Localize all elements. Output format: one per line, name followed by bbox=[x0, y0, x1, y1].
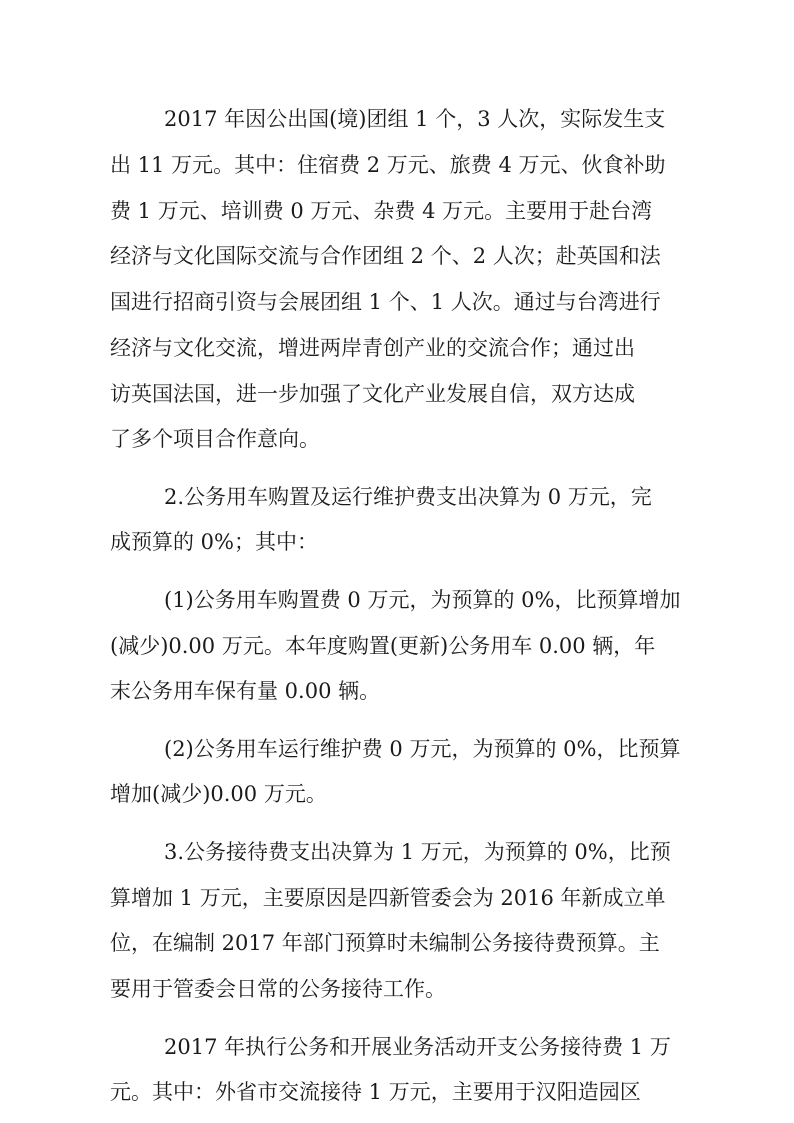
paragraph-5-line-3: 位，在编制 2017 年部门预算时未编制公务接待费预算。主 bbox=[110, 931, 660, 955]
paragraph-6-line-2: 元。其中：外省市交流接待 1 万元，主要用于汉阳造园区 bbox=[110, 1080, 641, 1104]
paragraph-1-line-8: 了多个项目合作意向。 bbox=[110, 427, 320, 451]
paragraph-1-line-7: 访英国法国，进一步加强了文化产业发展自信，双方达成 bbox=[110, 382, 635, 406]
paragraph-1-line-4: 经济与文化国际交流与合作团组 2 个、2 人次；赴英国和法 bbox=[110, 244, 661, 268]
paragraph-5-line-2: 算增加 1 万元，主要原因是四新管委会为 2016 年新成立单 bbox=[110, 886, 666, 910]
paragraph-1-line-3: 费 1 万元、培训费 0 万元、杂费 4 万元。主要用于赴台湾 bbox=[110, 199, 653, 223]
paragraph-5-line-4: 要用于管委会日常的公务接待工作。 bbox=[110, 977, 446, 1001]
paragraph-6-line-1: 2017 年执行公务和开展业务活动开支公务接待费 1 万 bbox=[164, 1035, 671, 1059]
paragraph-4-line-1: (2)公务用车运行维护费 0 万元，为预算的 0%，比预算 bbox=[164, 737, 681, 761]
paragraph-4-line-2: 增加(减少)0.00 万元。 bbox=[110, 782, 327, 806]
paragraph-5-line-1: 3.公务接待费支出决算为 1 万元，为预算的 0%，比预 bbox=[164, 840, 671, 864]
paragraph-2-line-2: 成预算的 0%；其中： bbox=[110, 530, 318, 554]
paragraph-1-line-6: 经济与文化交流，增进两岸青创产业的交流合作；通过出 bbox=[110, 336, 635, 360]
paragraph-1-line-5: 国进行招商引资与会展团组 1 个、1 人次。通过与台湾进行 bbox=[110, 290, 661, 314]
paragraph-3-line-1: (1)公务用车购置费 0 万元，为预算的 0%，比预算增加 bbox=[164, 588, 681, 612]
paragraph-3-line-2: (减少)0.00 万元。本年度购置(更新)公务用车 0.00 辆，年 bbox=[110, 634, 656, 658]
paragraph-1-line-1: 2017 年因公出国(境)团组 1 个，3 人次，实际发生支 bbox=[164, 107, 666, 131]
paragraph-1-line-2: 出 11 万元。其中：住宿费 2 万元、旅费 4 万元、伙食补助 bbox=[110, 153, 666, 177]
paragraph-3-line-3: 末公务用车保有量 0.00 辆。 bbox=[110, 679, 381, 703]
paragraph-2-line-1: 2.公务用车购置及运行维护费支出决算为 0 万元，完 bbox=[164, 485, 652, 509]
